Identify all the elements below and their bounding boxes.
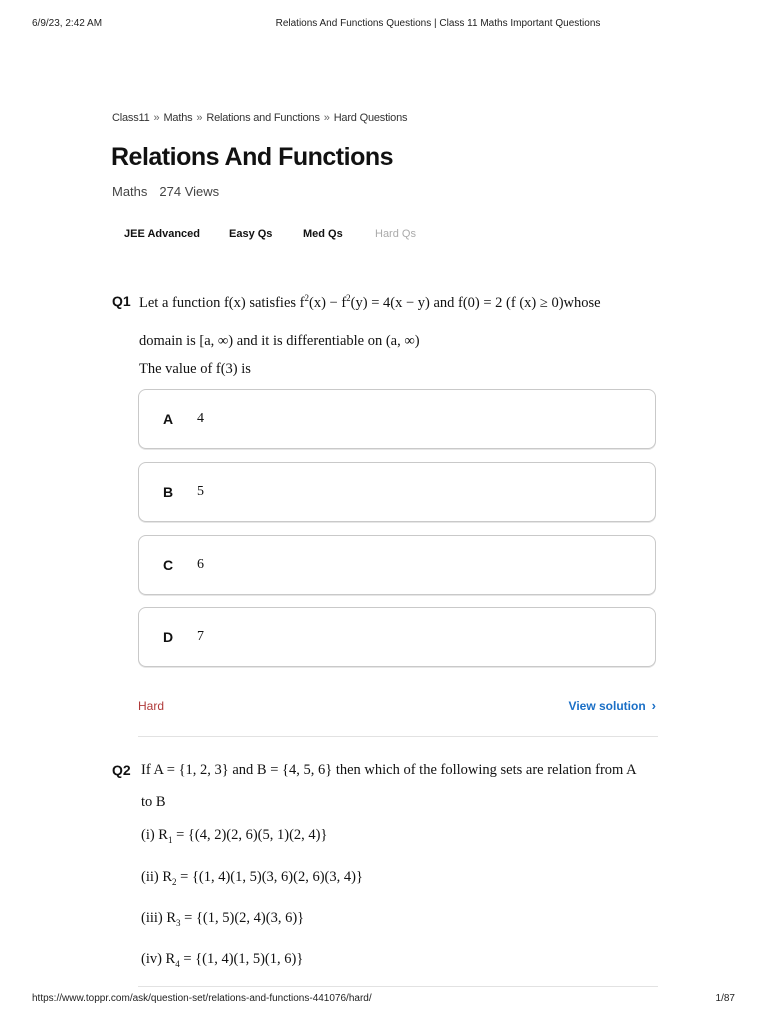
breadcrumb-separator: » (196, 112, 203, 124)
question-text-line: Let a function f(x) satisfies $f^2(x) - f^2(y) = 4(x - y)$ and f(0) = 2 (f (x) ≥ 0)whose (139, 293, 601, 311)
breadcrumb-class11[interactable]: Class11 (112, 112, 150, 124)
print-doc-title: Relations And Functions Questions | Class 11 Maths Important Questions (275, 18, 601, 29)
subject-label[interactable]: Maths (112, 184, 148, 199)
tab-hard-qs[interactable]: Hard Qs (375, 228, 416, 240)
breadcrumb-relations-functions[interactable]: Relations and Functions (206, 112, 320, 124)
tab-jee-advanced[interactable]: JEE Advanced (124, 228, 201, 240)
answer-option-b[interactable] (138, 462, 656, 522)
question-number: Q1 (112, 293, 131, 309)
divider (138, 986, 658, 987)
page-meta (112, 184, 219, 199)
breadcrumb-separator: » (323, 112, 330, 124)
view-solution-link[interactable] (569, 698, 656, 713)
answer-option-c[interactable] (138, 535, 656, 595)
difficulty-badge: Hard (138, 699, 165, 713)
question-text-line: The value of f(3) is (139, 361, 251, 377)
breadcrumb-hard-questions[interactable]: Hard Questions (333, 112, 408, 124)
breadcrumb-maths[interactable]: Maths (163, 112, 193, 124)
option-value: 7 (197, 629, 204, 644)
chevron-right-icon: › (651, 698, 656, 713)
relation-item: (iii) $R_3 = \{(1$, 5)(2, 4)(3, 6)} (141, 910, 305, 928)
option-value: 6 (197, 557, 204, 572)
option-letter: A (163, 411, 174, 427)
divider (138, 736, 658, 737)
answer-option-a[interactable] (138, 389, 656, 449)
tab-med-qs[interactable]: Med Qs (303, 228, 343, 240)
tab-easy-qs[interactable]: Easy Qs (229, 228, 273, 240)
print-url: https://www.toppr.com/ask/question-set/relations-and-functions-441076/hard/ (32, 993, 372, 1004)
print-page-number: 1/87 (715, 993, 735, 1004)
breadcrumb (112, 112, 407, 124)
view-solution-label: View solution (568, 699, 646, 713)
question-text-line: to B (141, 794, 166, 810)
relation-item: (iv) $R_4 = \{(1$, 4)(1, 5)(1, 6)} (141, 951, 304, 969)
option-letter: D (163, 629, 174, 645)
relation-item: (i) $R_1 = \{(4$, 2)(2, 6)(5, 1)(2, 4)} (141, 827, 328, 845)
views-count: 274 Views (159, 184, 220, 199)
relation-item: (ii) $R_2 = \{(1$, 4)(1, 5)(3, 6)(2, 6)(3, 4)} (141, 869, 363, 887)
print-datetime: 6/9/23, 2:42 AM (32, 18, 103, 29)
page-title: Relations And Functions (111, 143, 394, 171)
option-letter: C (163, 557, 174, 573)
breadcrumb-separator: » (153, 112, 160, 124)
option-letter: B (163, 484, 174, 500)
option-value: 4 (197, 411, 204, 426)
question-number: Q2 (112, 762, 131, 778)
option-value: 5 (197, 484, 204, 499)
question-text-line: If A = {1, 2, 3} and B = {4, 5, 6} then which of the following sets are relation from A (141, 762, 637, 778)
answer-option-d[interactable] (138, 607, 656, 667)
question-text-line: domain is [a, ∞) and it is differentiable on (a, ∞) (139, 333, 420, 349)
